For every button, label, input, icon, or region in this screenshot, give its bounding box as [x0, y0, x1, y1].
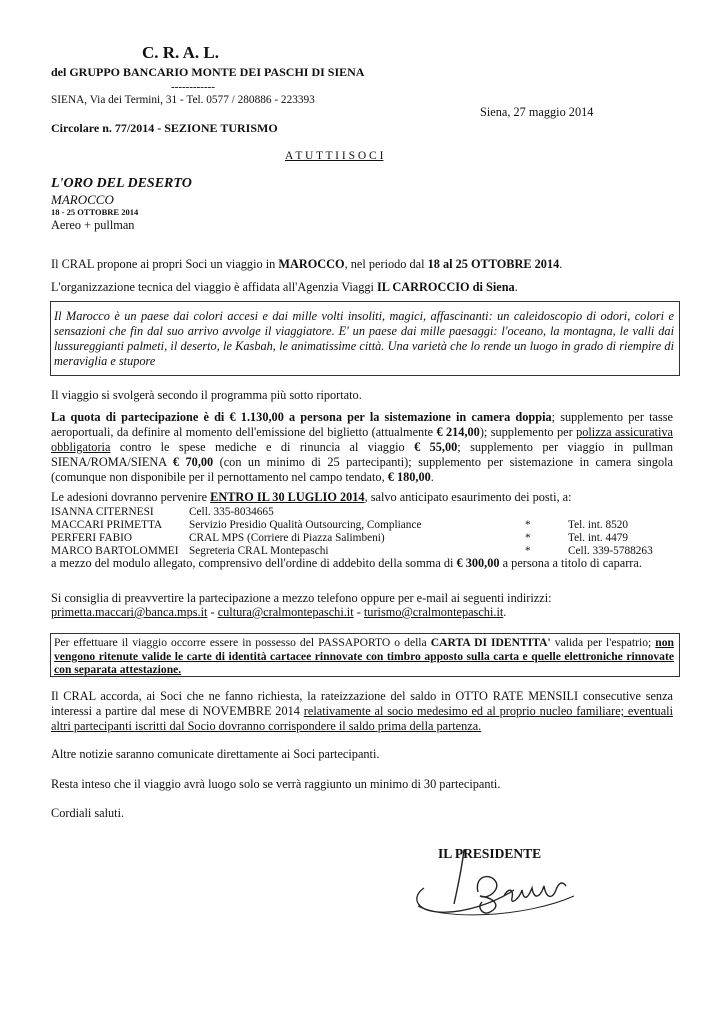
altre-notizie-line: Altre notizie saranno comunicate direttamente ai Soci partecipanti.	[51, 747, 380, 761]
email-link-cultura[interactable]: cultura@cralmontepaschi.it	[217, 605, 354, 619]
intro-paragraph-1: Il CRAL propone ai propri Soci un viaggio in MAROCCO, nel periodo dal 18 al 25 OTTOBRE 2014.	[51, 257, 563, 271]
program-line: Il viaggio si svolgerà secondo il programma più sotto riportato.	[51, 388, 362, 402]
minimo-line: Resta inteso che il viaggio avrà luogo solo se verrà raggiunto un minimo di 30 partecipanti.	[51, 777, 501, 791]
modulo-paragraph: a mezzo del modulo allegato, comprensivo dell'ordine di addebito della somma di € 300,00 a persona a titolo di caparra.	[51, 556, 642, 570]
email-link-turismo[interactable]: turismo@cralmontepaschi.it	[363, 605, 504, 619]
email-line: primetta.maccari@banca.mps.it - cultura@cralmontepaschi.it - turismo@cralmontepaschi.it.	[51, 605, 507, 619]
email-link-maccari[interactable]: primetta.maccari@banca.mps.it	[51, 605, 208, 619]
contact-name: ISANNA CITERNESI	[51, 506, 154, 518]
letter-date: Siena, 27 maggio 2014	[480, 105, 594, 119]
contact-detail: Cell. 335-8034665	[189, 506, 274, 518]
quota-paragraph: La quota di partecipazione è di € 1.130,00 a persona per la sistemazione in camera doppia; supplemento per tasse aeroportuali, da definire al momento dell'emissione del biglietto (attualmente € 214,00); supplemento per polizza assicurativa obbligatoria contro le spese mediche e di rinuncia al viaggio € 55,00; supplemento per viaggio in pullman SIENA/ROMA/SIENA € 70,00 (con un minimo di 25 partecipanti); supplemento per sistemazione in camera singola (comunque non disponibile per il pernottamento nel campo tendato, € 180,00.	[51, 410, 674, 484]
circolare-number: Circolare n. 77/2014 - SEZIONE TURISMO	[51, 121, 278, 135]
trip-dates: 18 - 25 OTTOBRE 2014	[51, 207, 139, 217]
saluti-line: Cordiali saluti.	[51, 806, 125, 820]
header-dashes: ------------	[171, 81, 215, 93]
contact-name: MACCARI PRIMETTA	[51, 519, 163, 531]
trip-title: L'ORO DEL DESERTO	[51, 176, 192, 191]
handwritten-signature	[404, 836, 614, 926]
preavvertire-line: Si consiglia di preavvertire la partecipazione a mezzo telefono oppure per e-mail ai seguenti indirizzi:	[51, 591, 552, 605]
contact-phone: Tel. int. 4479	[568, 532, 629, 544]
contact-star: *	[525, 532, 531, 544]
contact-phone: Tel. int. 8520	[568, 519, 629, 531]
contact-name: PERFERI FABIO	[51, 532, 133, 544]
signature-title: IL PRESIDENTE	[438, 846, 542, 861]
org-name: del GRUPPO BANCARIO MONTE DEI PASCHI DI SIENA	[51, 65, 365, 79]
contact-detail: CRAL MPS (Corriere di Piazza Salimbeni)	[189, 532, 385, 544]
trip-transport: Aereo + pullman	[51, 218, 135, 232]
recipients-heading: A T U T T I I S O C I	[285, 150, 384, 162]
intro-paragraph-2: L'organizzazione tecnica del viaggio è affidata all'Agenzia Viaggi IL CARROCCIO di Siena.	[51, 280, 518, 294]
org-address: SIENA, Via dei Termini, 31 - Tel. 0577 / 280886 - 223393	[51, 94, 315, 106]
description-text: Il Marocco è un paese dai colori accesi e dai mille volti insoliti, magici, affascinanti: un caleidoscopio di odori, colori e sensazioni che fin dal suo arrivo avvolge il viaggiatore. E' un paese dai mille paesaggi: l'oceano, la montagna, le valli dai lussureggianti palmeti, il deserto, le Kasbah, le animatissime città. Una varietà che lo rende un luogo in grado di riempire di meraviglia e stupore	[54, 309, 674, 368]
contact-detail: Segreteria CRAL Montepaschi	[189, 545, 329, 557]
rateizzazione-paragraph: Il CRAL accorda, ai Soci che ne fanno richiesta, la rateizzazione del saldo in OTTO RATE MENSILI consecutive senza interessi a partire dal mese di NOVEMBRE 2014 relativamente al socio medesimo ed al proprio nucleo familiare; eventuali altri partecipanti iscritti dal Socio dovranno corrispondere il saldo prima della partenza.	[51, 689, 674, 733]
contact-star: *	[525, 519, 531, 531]
contact-phone: Cell. 339-5788263	[568, 545, 653, 557]
cral-title: C. R. A. L.	[142, 43, 219, 62]
contact-name: MARCO BARTOLOMMEI	[51, 545, 179, 557]
trip-destination: MAROCCO	[51, 192, 114, 207]
passport-text: Per effettuare il viaggio occorre essere in possesso del PASSAPORTO o della CARTA DI IDENTITA' valida per l'espatrio; non vengono ritenute valide le carte di identità cartacee rinnovate con timbro apposto sulla carta e quelle elettroniche rinnovate con separata attestazione.	[54, 636, 674, 676]
contact-star: *	[525, 545, 531, 557]
adesioni-line: Le adesioni dovranno pervenire ENTRO IL 30 LUGLIO 2014, salvo anticipato esaurimento dei posti, a:	[51, 490, 572, 504]
contact-detail: Servizio Presidio Qualità Outsourcing, Compliance	[189, 519, 422, 531]
